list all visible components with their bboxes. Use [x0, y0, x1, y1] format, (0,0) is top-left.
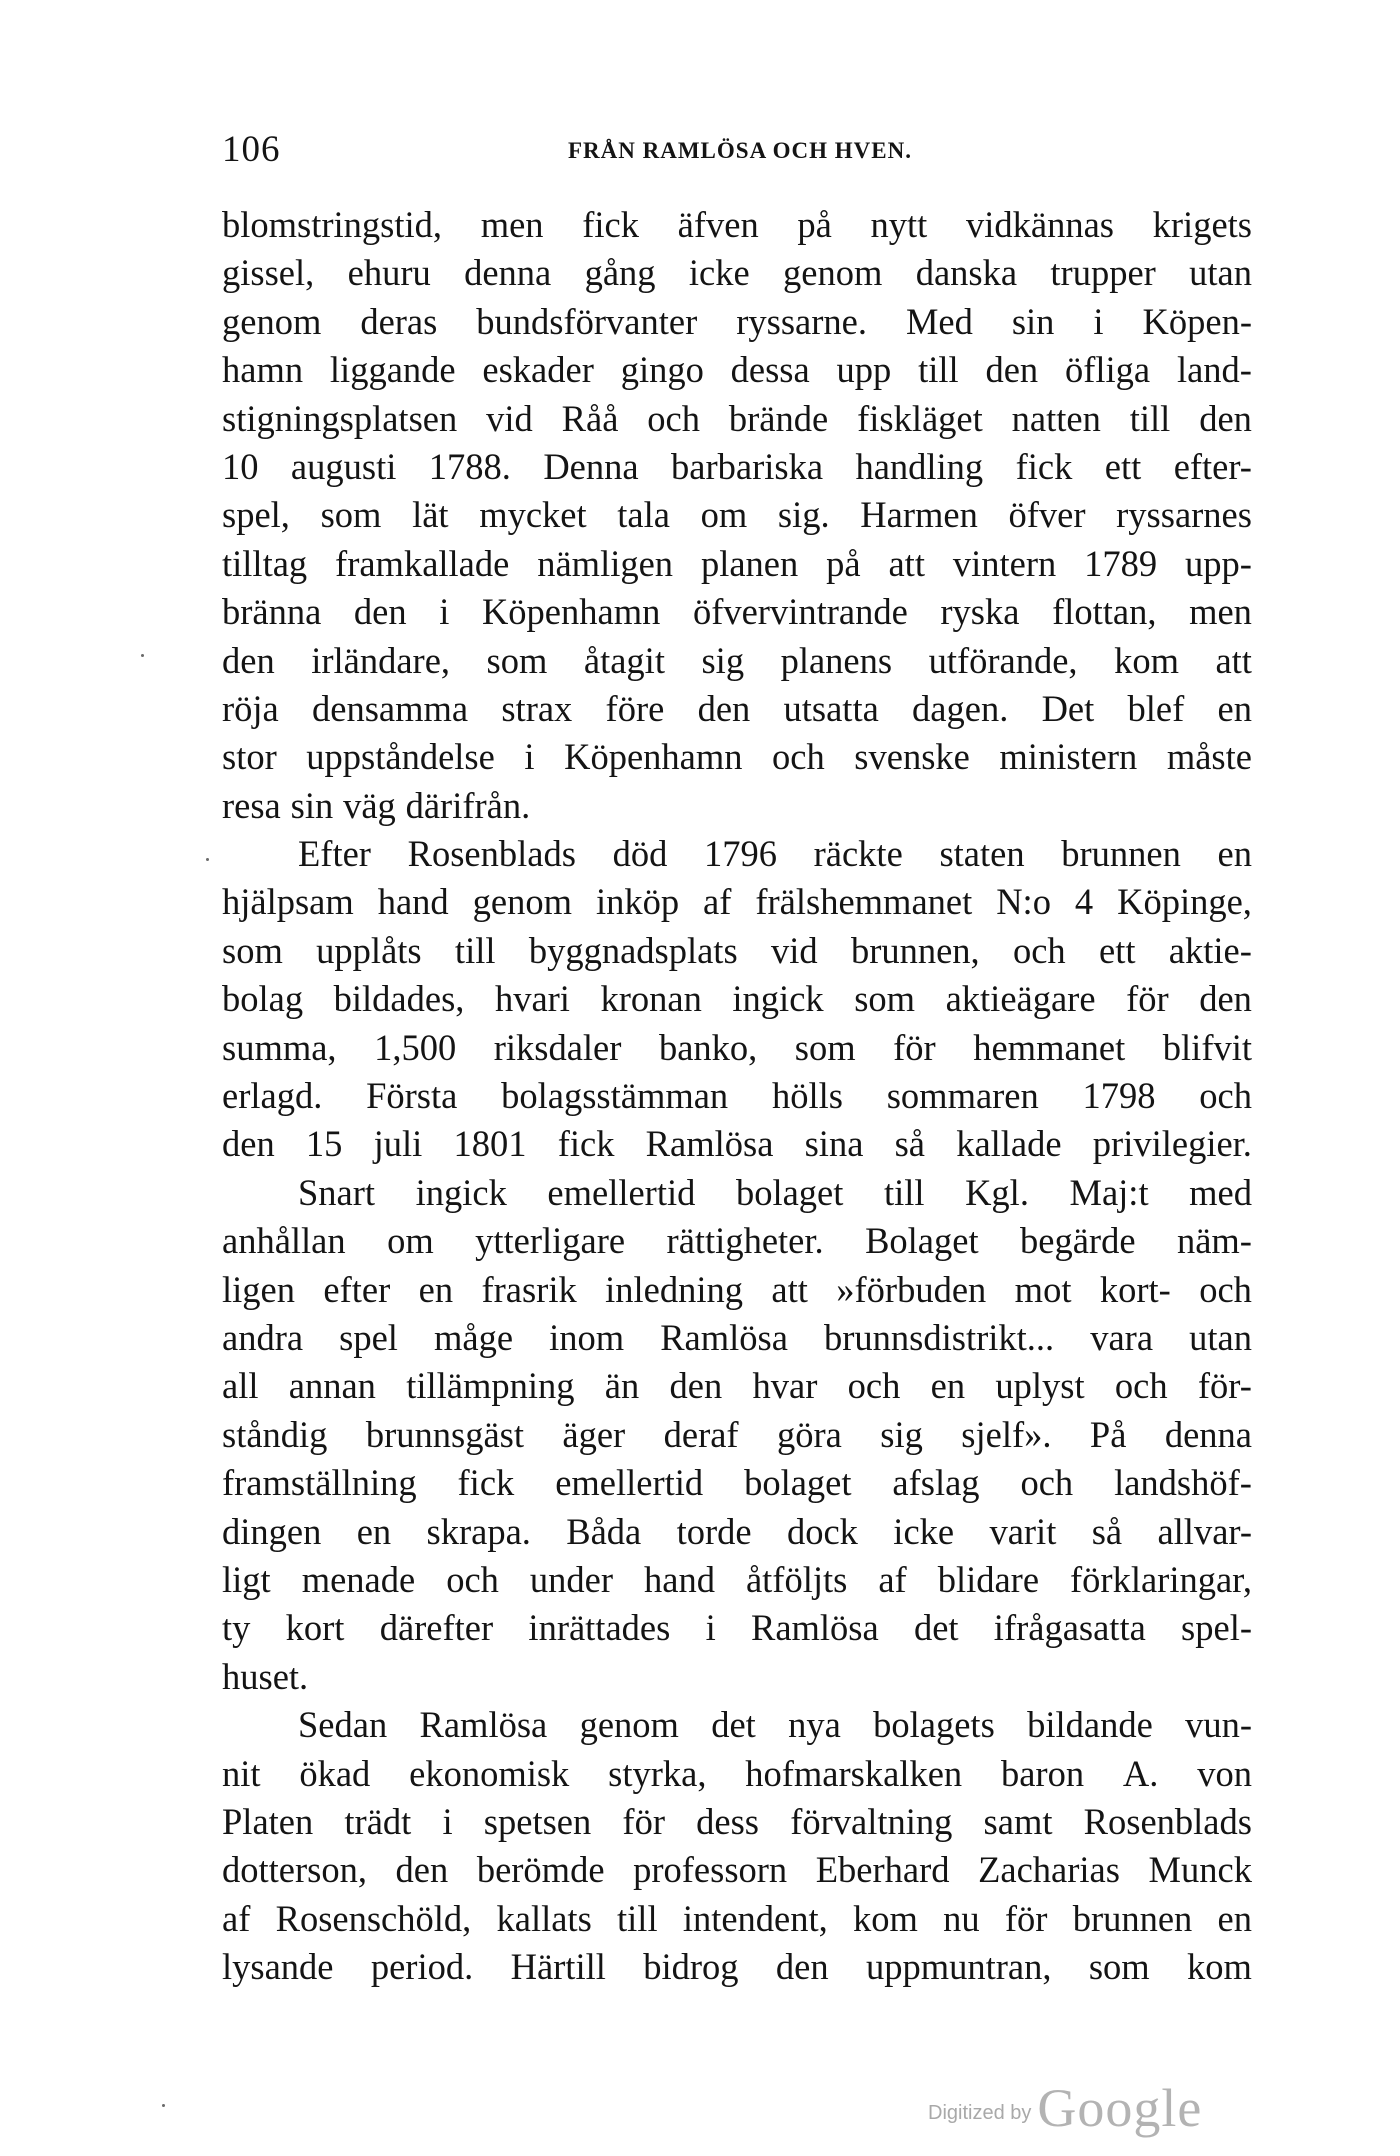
paper-speck: [162, 2104, 165, 2107]
text-line: den irländare, som åtagit sig planens utförande, kom att: [222, 639, 1252, 681]
text-line: gissel, ehuru denna gång icke genom danska trupper utan: [222, 252, 1252, 294]
text-line: bolag bildades, hvari kronan ingick som aktieägare för den: [222, 978, 1252, 1020]
text-line: 10 augusti 1788. Denna barbariska handling fick ett efter-: [222, 445, 1252, 487]
text-line: Platen trädt i spetsen för dess förvaltning samt Rosenblads: [222, 1800, 1252, 1842]
text-line: framställning fick emellertid bolaget afslag och landshöf-: [222, 1462, 1252, 1504]
text-line: hamn liggande eskader gingo dessa upp till den öfliga land-: [222, 349, 1252, 391]
page-number: 106: [222, 129, 281, 170]
page-header: [222, 128, 1258, 178]
text-line: Efter Rosenblads död 1796 räckte staten brunnen en: [298, 833, 1252, 875]
text-line: resa sin väg därifrån.: [222, 784, 531, 826]
digitization-watermark: [928, 2075, 1203, 2138]
text-line: ligt menade och under hand åtföljts af blidare förklaringar,: [222, 1558, 1252, 1600]
text-line: dingen en skrapa. Båda torde dock icke varit så allvar-: [222, 1510, 1252, 1552]
google-logo: Google: [1037, 2078, 1203, 2138]
text-line: ståndig brunnsgäst äger deraf göra sig sjelf». På denna: [222, 1413, 1252, 1455]
text-line: af Rosenschöld, kallats till intendent, kom nu för brunnen en: [222, 1897, 1252, 1939]
running-head: FRÅN RAMLÖSA OCH HVEN.: [567, 138, 912, 163]
text-line: lysande period. Härtill bidrog den uppmuntran, som kom: [222, 1946, 1252, 1988]
text-line: bränna den i Köpenhamn öfvervintrande ryska flottan, men: [222, 591, 1252, 633]
text-line: dotterson, den berömde professorn Eberhard Zacharias Munck: [222, 1849, 1252, 1891]
text-line: anhållan om ytterligare rättigheter. Bolaget begärde näm-: [222, 1220, 1252, 1262]
text-line: huset.: [222, 1655, 309, 1697]
text-line: spel, som lät mycket tala om sig. Harmen öfver ryssarnes: [222, 494, 1252, 536]
text-line: röja densamma strax före den utsatta dagen. Det blef en: [222, 687, 1252, 729]
paper-speck: [206, 858, 209, 861]
text-line: stigningsplatsen vid Råå och brände fiskläget natten till den: [222, 397, 1252, 439]
text-line: ligen efter en frasrik inledning att »förbuden mot kort- och: [222, 1268, 1252, 1310]
text-line: hjälpsam hand genom inköp af frälshemmanet N:o 4 Köpinge,: [222, 881, 1252, 923]
text-line: summa, 1,500 riksdaler banko, som för hemmanet blifvit: [222, 1026, 1252, 1068]
text-line: som upplåts till byggnadsplats vid brunnen, och ett aktie-: [222, 929, 1252, 971]
text-line: ty kort därefter inrättades i Ramlösa det ifrågasatta spel-: [222, 1607, 1252, 1649]
text-line: nit ökad ekonomisk styrka, hofmarskalken baron A. von: [222, 1752, 1252, 1794]
text-line: Snart ingick emellertid bolaget till Kgl. Maj:t med: [298, 1171, 1252, 1213]
text-line: all annan tillämpning än den hvar och en uplyst och för-: [222, 1365, 1252, 1407]
body-text: [222, 201, 1252, 1991]
text-line: den 15 juli 1801 fick Ramlösa sina så kallade privilegier.: [222, 1123, 1252, 1165]
paper-speck: [141, 654, 144, 657]
digitized-by-label: Digitized by: [928, 2102, 1032, 2124]
text-line: Sedan Ramlösa genom det nya bolagets bildande vun-: [298, 1704, 1252, 1746]
text-line: tilltag framkallade nämligen planen på att vintern 1789 upp-: [222, 542, 1252, 584]
text-line: blomstringstid, men fick äfven på nytt vidkännas krigets: [222, 204, 1252, 245]
text-line: stor uppståndelse i Köpenhamn och svenske ministern måste: [222, 736, 1252, 778]
text-line: erlagd. Första bolagsstämman hölls sommaren 1798 och: [222, 1075, 1252, 1117]
text-line: andra spel måge inom Ramlösa brunnsdistrikt... vara utan: [222, 1316, 1252, 1358]
text-line: genom deras bundsförvanter ryssarne. Med sin i Köpen-: [222, 300, 1252, 342]
